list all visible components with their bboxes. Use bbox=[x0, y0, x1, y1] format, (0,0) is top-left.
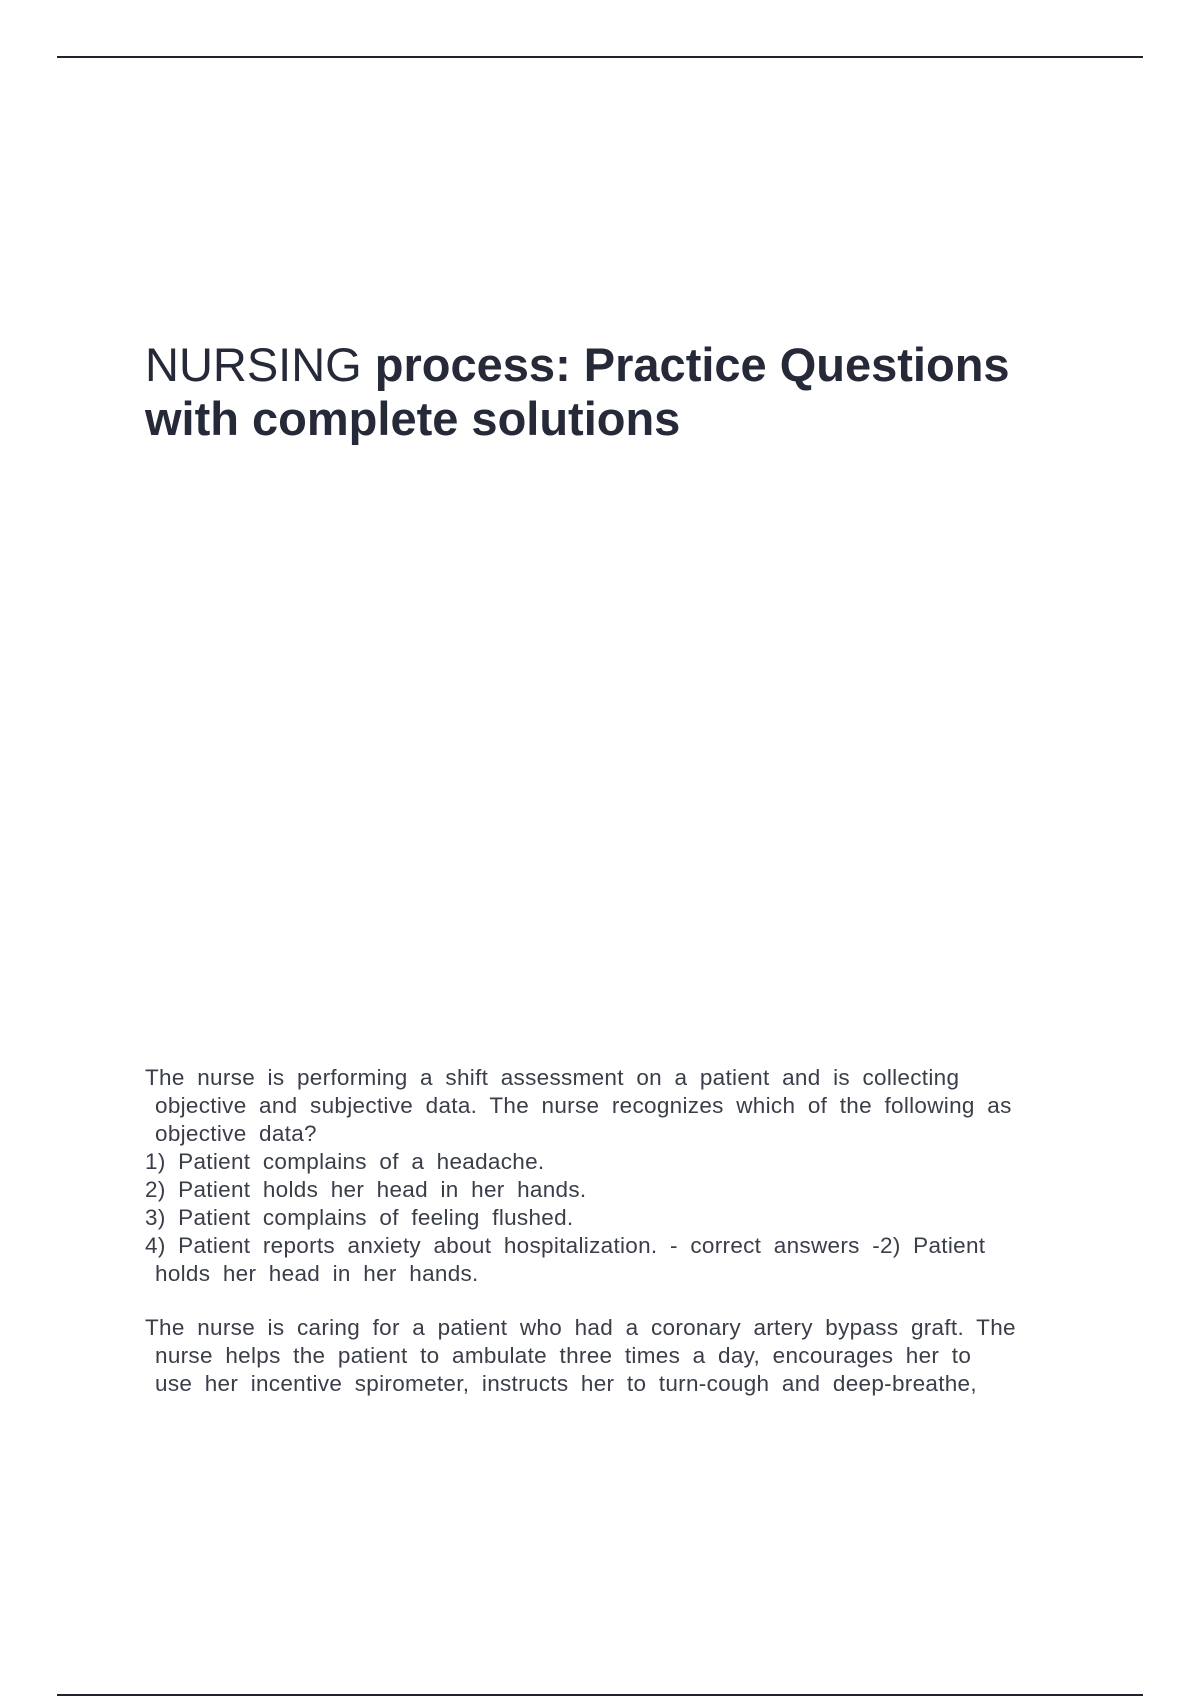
question-1-option: 2) Patient holds her head in her hands. bbox=[145, 1177, 587, 1202]
question-1-answer-continued: holds her head in her hands. bbox=[155, 1261, 479, 1286]
question-1-line: objective and subjective data. The nurse recognizes which of the following as bbox=[155, 1093, 1012, 1118]
question-1-option: 3) Patient complains of feeling flushed. bbox=[145, 1205, 574, 1230]
question-2-line: The nurse is caring for a patient who had a coronary artery bypass graft. The bbox=[145, 1315, 1016, 1340]
question-2-line: nurse helps the patient to ambulate three times a day, encourages her to bbox=[155, 1343, 972, 1368]
title-prefix: NURSING bbox=[145, 338, 362, 391]
document-title bbox=[145, 338, 1105, 446]
question-1-option-with-answer: 4) Patient reports anxiety about hospitalization. - correct answers -2) Patient bbox=[145, 1233, 986, 1258]
title-bold-line1: process: Practice Questions bbox=[374, 338, 1010, 391]
question-1-line: objective data? bbox=[155, 1121, 317, 1146]
question-block-2 bbox=[145, 1314, 1085, 1398]
question-1-option: 1) Patient complains of a headache. bbox=[145, 1149, 545, 1174]
title-bold-line2: with complete solutions bbox=[145, 392, 681, 445]
question-block-1 bbox=[145, 1064, 1085, 1288]
question-1-line: The nurse is performing a shift assessment on a patient and is collecting bbox=[145, 1065, 960, 1090]
header-rule bbox=[57, 56, 1143, 58]
footer-rule bbox=[57, 1694, 1143, 1696]
question-2-line: use her incentive spirometer, instructs her to turn-cough and deep-breathe, bbox=[155, 1371, 977, 1396]
